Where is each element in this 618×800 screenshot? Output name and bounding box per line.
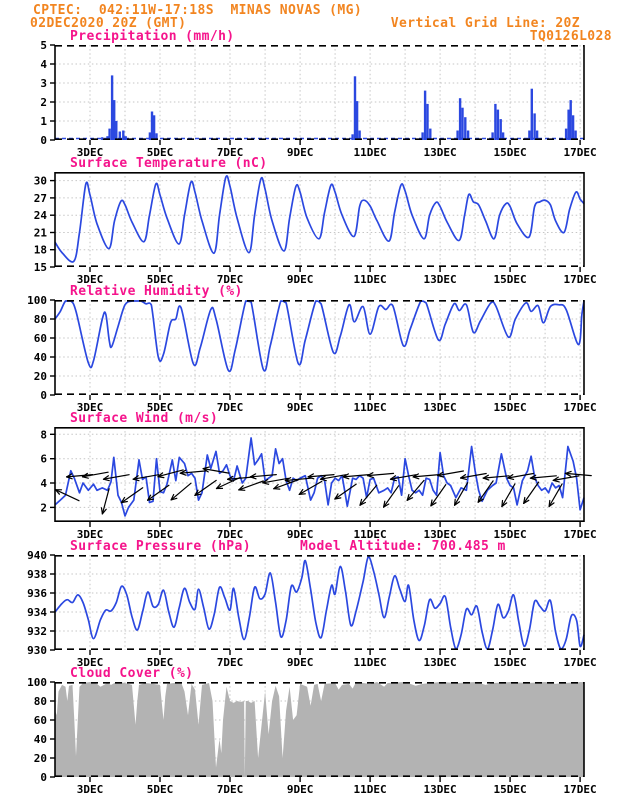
x-tick-label: 3DEC [76,528,104,541]
y-tick-label: 0 [40,771,47,784]
x-tick-label: 9DEC [286,146,314,159]
model-altitude-label: Model Altitude: 700.485 m [300,539,506,554]
axis-labels [40,428,596,541]
x-tick-label: 7DEC [216,528,244,541]
x-tick-label: 7DEC [216,146,244,159]
temperature-chart [0,172,618,287]
y-tick-label: 20 [33,370,47,383]
header-run-datetime: 02DEC2020 20Z (GMT) [30,16,187,31]
y-tick-label: 21 [33,226,47,240]
x-tick-label: 15DEC [493,273,527,286]
x-tick-label: 13DEC [423,273,457,286]
y-tick-label: 80 [33,313,47,326]
x-tick-label: 5DEC [146,146,174,159]
y-tick-label: 27 [33,191,47,205]
y-tick-label: 2 [40,96,47,109]
axis-ticks [50,300,580,400]
x-tick-label: 15DEC [493,401,527,414]
x-tick-label: 3DEC [76,146,104,159]
gridlines [55,300,584,395]
y-tick-label: 1 [40,115,47,128]
x-tick-label: 17DEC [563,401,597,414]
y-tick-label: 24 [33,209,47,223]
x-tick-label: 5DEC [146,528,174,541]
x-tick-label: 15DEC [493,146,527,159]
axis-labels [40,39,596,159]
x-tick-label: 13DEC [423,146,457,159]
x-tick-label: 3DEC [76,401,104,414]
x-tick-label: 5DEC [146,273,174,286]
y-tick-label: 2 [40,501,47,515]
x-tick-label: 9DEC [286,528,314,541]
series-line [55,557,584,649]
y-tick-label: 938 [27,568,47,581]
x-tick-label: 13DEC [423,401,457,414]
header-station-line: CPTEC: 042:11W-17:18S MINAS NOVAS (MG) [33,3,363,18]
y-tick-label: 100 [27,676,47,689]
x-tick-label: 17DEC [563,528,597,541]
x-tick-label: 9DEC [286,401,314,414]
series-line [55,301,584,371]
y-tick-label: 930 [27,644,47,657]
x-tick-label: 13DEC [423,528,457,541]
y-tick-label: 936 [27,587,47,600]
y-tick-label: 4 [40,477,47,490]
y-tick-label: 940 [27,549,47,562]
x-tick-label: 13DEC [423,656,457,669]
plot-frame [55,45,584,140]
wind-title: Surface Wind (m/s) [70,411,219,426]
pressure-chart [0,549,618,670]
x-tick-label: 15DEC [493,656,527,669]
y-tick-label: 30 [33,174,47,188]
x-tick-label: 17DEC [563,273,597,286]
x-tick-label: 9DEC [286,656,314,669]
cloud-area [55,682,584,777]
precipitation-title: Precipitation (mm/h) [70,29,235,44]
humidity-title: Relative Humidity (%) [70,284,243,299]
x-tick-label: 3DEC [76,273,104,286]
x-tick-label: 5DEC [146,656,174,669]
pressure-title: Surface Pressure (hPa) [70,539,251,554]
x-tick-label: 15DEC [493,528,527,541]
axis-labels [34,175,597,286]
gridlines [55,427,584,522]
x-tick-label: 11DEC [353,401,387,414]
y-tick-label: 80 [33,695,47,708]
precip-bars [101,75,577,140]
y-tick-label: 934 [27,606,47,619]
y-tick-label: 15 [33,261,47,274]
series-line [55,176,584,262]
x-tick-label: 3DEC [76,783,104,796]
x-tick-label: 11DEC [353,273,387,286]
x-tick-label: 11DEC [353,146,387,159]
gridlines [55,172,584,267]
precipitation-chart [0,39,618,160]
y-tick-label: 4 [40,58,47,71]
y-tick-label: 60 [33,332,47,345]
y-tick-label: 0 [40,389,47,402]
x-tick-label: 15DEC [493,783,527,796]
x-tick-label: 17DEC [563,146,597,159]
y-tick-label: 3 [40,77,47,90]
y-tick-label: 932 [27,625,47,638]
y-tick-label: 0 [40,134,47,147]
x-tick-label: 11DEC [353,656,387,669]
y-tick-label: 5 [40,39,47,52]
header-gridline-note: Vertical Grid Line: 20Z [390,16,580,31]
x-tick-label: 5DEC [146,401,174,414]
x-tick-label: 11DEC [353,783,387,796]
cloud-cover-title: Cloud Cover (%) [70,666,194,681]
y-tick-label: 40 [33,733,47,746]
x-tick-label: 11DEC [353,528,387,541]
x-tick-label: 5DEC [146,783,174,796]
x-tick-label: 17DEC [563,656,597,669]
x-tick-label: 7DEC [216,656,244,669]
axis-ticks [50,434,580,527]
axis-ticks [50,181,580,272]
y-tick-label: 18 [33,243,47,257]
plot-frame [55,172,584,267]
cloud-cover-chart [0,676,618,797]
x-tick-label: 7DEC [216,783,244,796]
gridlines [55,45,584,140]
y-tick-label: 100 [27,294,47,307]
y-tick-label: 8 [40,428,47,442]
header-model-id: TQ0126L028 [529,29,612,44]
humidity-chart [0,294,618,415]
y-tick-label: 40 [33,351,47,364]
x-tick-label: 9DEC [286,273,314,286]
wind-chart [0,427,618,542]
x-tick-label: 7DEC [216,401,244,414]
y-tick-label: 20 [33,752,47,765]
plot-frame [55,300,584,395]
y-tick-label: 6 [40,452,47,466]
x-tick-label: 7DEC [216,273,244,286]
x-tick-label: 3DEC [76,656,104,669]
y-tick-label: 60 [33,714,47,727]
x-tick-label: 17DEC [563,783,597,796]
x-tick-label: 9DEC [286,783,314,796]
temperature-title: Surface Temperature (nC) [70,156,268,171]
x-tick-label: 13DEC [423,783,457,796]
